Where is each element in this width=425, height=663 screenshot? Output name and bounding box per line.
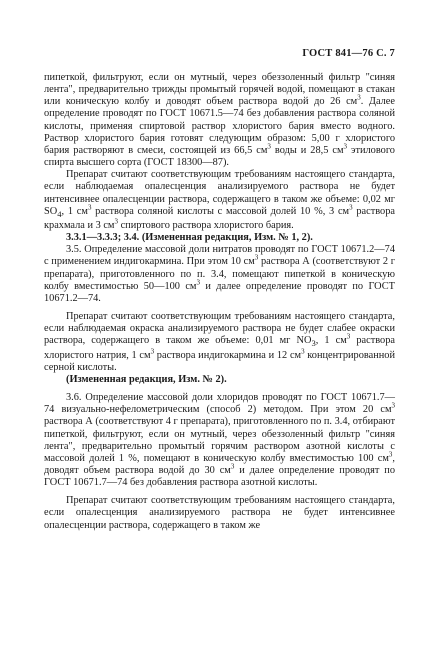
text-run: раствора А (соответствуют 4 г препарата), приготовленного по п. 3.4, отбирают пипеткой, фильтруют, если он мутный, через обеззоленный фильтр "синяя лента", предварительно промытый горячим раствором азотной кислоты с массовой долей 1 %, помещают в коническую колбу вместимостью 100 см [44, 416, 395, 464]
document-body [44, 72, 395, 532]
text-run: пипеткой, фильтруют, если он мутный, через обеззоленный фильтр "синяя лента", предварительно трижды промытый горячей водой, помещают в стакан или коническую колбу и доводят объем раствора водой до 26 см [44, 72, 395, 108]
superscript: 3 [357, 93, 361, 102]
superscript: 3 [346, 332, 351, 341]
text-run: этилового спирта высшего сорта (ГОСТ 18300—87). [44, 144, 395, 169]
text-run: концентрированной серной кислоты. [44, 349, 395, 373]
text-run: и далее определение проводят по ГОСТ 10671.7—74 без добавления раствора азотной кислоты. [44, 464, 395, 489]
text-run: Препарат считают соответствующим требованиям настоящего стандарта, если опалесценция анализируемого раствора не будет интенсивнее опалесценции раствора, содержащего в таком же [44, 495, 395, 531]
superscript: 3 [230, 462, 235, 471]
text-run: (Измененная редакция, Изм. № 2). [66, 373, 227, 385]
paragraph [44, 311, 395, 374]
text-run: 3.5. Определение массовой доли нитратов проводят по ГОСТ 10671.2—74 с применением индигокармина. При этом 10 см [44, 244, 395, 268]
superscript: 3 [254, 253, 259, 262]
text-run: . Далее определение проводят по ГОСТ 10671.5—74 без добавления раствора соляной кислоты, применяя спиртовой раствор хлористого бария вместо водного. Раствор хлористого бария готовят следующим образом: 5,00 г хлористого бария растворяют в смеси, состоящей из 66,5 см [44, 96, 395, 156]
subscript: 4 [57, 208, 62, 219]
text-run: раствора А (соответствуют 2 г препарата), приготовленного по п. 3.4, помещают пипеткой в коническую колбу вместимостью 50—100 см [44, 256, 395, 292]
text-run: , доводят объем раствора водой до 30 см [44, 452, 395, 476]
paragraph [44, 374, 395, 386]
paragraph [44, 169, 395, 232]
page-header: ГОСТ 841—76 С. 7 [302, 48, 395, 59]
text-run: 3.3.1—3.3.3; 3.4. (Измененная редакция, Изм. № 1, 2). [66, 232, 313, 244]
paragraph [44, 392, 395, 489]
paragraph [44, 232, 395, 244]
text-run: раствора хлористого натрия, 1 см [44, 335, 395, 361]
superscript: 3 [196, 278, 200, 287]
text-run: воды и 28,5 см [270, 144, 344, 156]
superscript: 3 [388, 450, 393, 459]
text-run: 3.6. Определение массовой доли хлоридов проводят по ГОСТ 10671.7—74 визуально-нефелометрическим (способ 2) методом. При этом 20 см [44, 392, 395, 416]
superscript: 3 [150, 347, 155, 356]
paragraph [44, 495, 395, 531]
text-run: спиртового раствора хлористого бария. [117, 219, 294, 231]
text-run: , 1 см [315, 335, 347, 347]
text-run: раствора соляной кислоты с массовой долей 10 %, 3 см [91, 205, 350, 217]
superscript: 3 [301, 347, 305, 356]
text-run: , 1 см [61, 205, 88, 217]
paragraph [44, 72, 395, 169]
text-run: Препарат считают соответствующим требованиям настоящего стандарта, если наблюдаемая опалесценция анализируемого раствора не будет интенсивнее опалесценции раствора, содержащего в таком же объеме: 0,02 мг SO [44, 169, 395, 217]
superscript: 3 [349, 203, 353, 212]
superscript: 3 [391, 401, 395, 410]
superscript: 3 [114, 217, 118, 226]
text-run: раствора индигокармина и 12 см [154, 349, 302, 361]
superscript: 3 [267, 142, 271, 151]
text-run: Препарат считают соответствующим требованиям настоящего стандарта, если наблюдаемая окраска анализируемого раствора не будет слабее окраски раствора, содержащего в таком же объеме: 0,01 мг NO [44, 311, 395, 347]
paragraph [44, 244, 395, 305]
superscript: 3 [343, 142, 348, 151]
text-run: и далее определение проводят по ГОСТ 10671.2—74. [44, 280, 395, 304]
subscript: 3 [311, 338, 316, 349]
superscript: 3 [87, 203, 92, 212]
text-run: раствора крахмала и 3 см [44, 205, 395, 231]
